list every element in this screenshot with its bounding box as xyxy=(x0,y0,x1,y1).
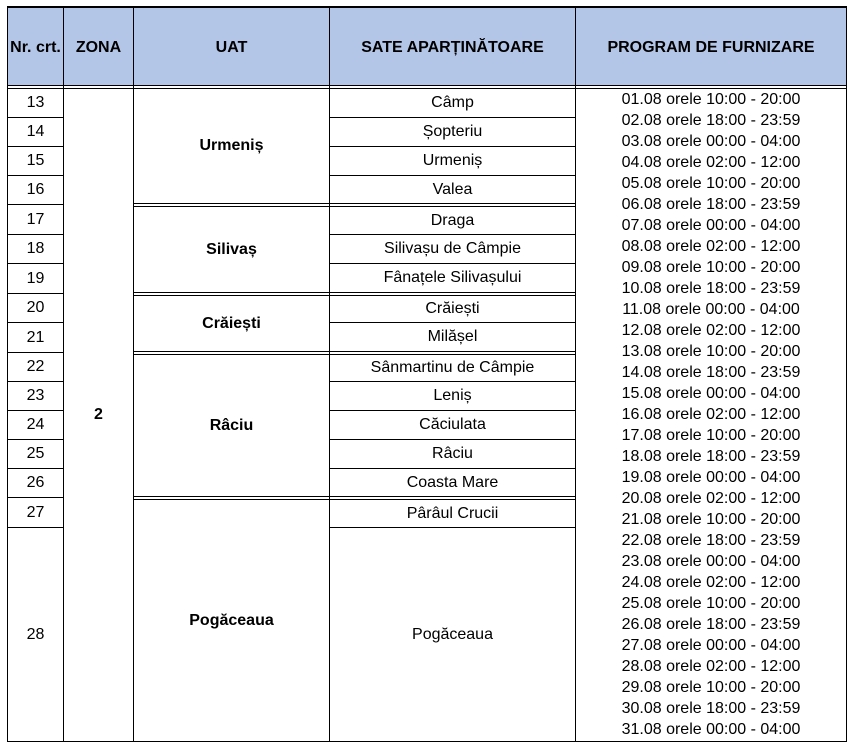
program-entry: 18.08 orele 18:00 - 23:59 xyxy=(621,448,801,465)
sat-name: Fânațele Silivașului xyxy=(383,269,522,286)
sat-name: Draga xyxy=(430,211,475,229)
sat-name: Milășel xyxy=(427,328,478,345)
row-number: 25 xyxy=(26,445,45,462)
program-entry: 24.08 orele 02:00 - 12:00 xyxy=(621,574,801,591)
row-number: 28 xyxy=(26,625,45,643)
program-entry: 21.08 orele 10:00 - 20:00 xyxy=(621,511,801,528)
program-entry: 30.08 orele 18:00 - 23:59 xyxy=(621,700,801,717)
program-entry: 23.08 orele 00:00 - 04:00 xyxy=(621,553,801,570)
sat-name: Urmeniș xyxy=(422,152,483,169)
uat-urmenis: Urmeniș xyxy=(199,137,264,154)
program-entry: 09.08 orele 10:00 - 20:00 xyxy=(621,259,801,276)
sat-name: Valea xyxy=(432,180,473,198)
program-entry: 22.08 orele 18:00 - 23:59 xyxy=(621,532,801,549)
program-entry: 06.08 orele 18:00 - 23:59 xyxy=(621,196,801,213)
header-sate-apartinatoare: SATE APARȚINĂTOARE xyxy=(330,8,575,86)
row-number: 18 xyxy=(26,240,45,257)
program-entry: 17.08 orele 10:00 - 20:00 xyxy=(621,427,801,444)
uat-craiesti: Crăiești xyxy=(202,314,261,332)
program-entry: 26.08 orele 18:00 - 23:59 xyxy=(621,616,801,633)
row-number: 26 xyxy=(26,474,45,491)
sat-name: Câmp xyxy=(431,94,474,111)
program-entry: 14.08 orele 18:00 - 23:59 xyxy=(621,364,801,381)
program-entry: 10.08 orele 18:00 - 23:59 xyxy=(621,280,801,297)
program-entry: 02.08 orele 18:00 - 23:59 xyxy=(621,112,801,129)
program-entry: 04.08 orele 02:00 - 12:00 xyxy=(621,154,801,171)
uat-pogaceaua: Pogăceaua xyxy=(189,611,274,629)
program-entry: 31.08 orele 00:00 - 04:00 xyxy=(621,721,801,738)
row-number: 20 xyxy=(26,299,45,316)
program-entry: 07.08 orele 00:00 - 04:00 xyxy=(621,217,801,234)
sat-name: Leniș xyxy=(433,387,472,404)
program-entry: 16.08 orele 02:00 - 12:00 xyxy=(621,406,801,423)
header-nr-crt: Nr. crt. xyxy=(8,8,63,86)
program-entry: 15.08 orele 00:00 - 04:00 xyxy=(621,385,801,402)
program-entry: 12.08 orele 02:00 - 12:00 xyxy=(621,322,801,339)
header-zona: ZONA xyxy=(64,8,133,86)
program-entry: 13.08 orele 10:00 - 20:00 xyxy=(621,343,801,360)
program-entry: 19.08 orele 00:00 - 04:00 xyxy=(621,469,801,486)
sat-name: Pârâul Crucii xyxy=(406,504,499,522)
zona-value: 2 xyxy=(94,406,103,423)
program-entry: 11.08 orele 00:00 - 04:00 xyxy=(622,301,800,318)
uat-silivas: Silivaș xyxy=(206,240,257,258)
program-entry: 20.08 orele 02:00 - 12:00 xyxy=(621,490,801,507)
program-entry: 27.08 orele 00:00 - 04:00 xyxy=(621,637,801,654)
program-entry: 28.08 orele 02:00 - 12:00 xyxy=(621,658,801,675)
row-number: 22 xyxy=(26,358,45,375)
sat-name: Sânmartinu de Câmpie xyxy=(370,359,535,376)
grid-line xyxy=(133,496,576,497)
program-entry: 05.08 orele 10:00 - 20:00 xyxy=(621,175,801,192)
sat-name: Pogăceaua xyxy=(412,625,493,643)
row-number: 15 xyxy=(26,152,45,169)
grid-line xyxy=(133,203,576,204)
row-number: 13 xyxy=(26,94,45,111)
sat-name: Crăiești xyxy=(425,300,480,317)
row-number: 16 xyxy=(26,181,45,198)
grid-line xyxy=(846,6,847,742)
row-number: 27 xyxy=(26,503,45,521)
row-number: 23 xyxy=(26,387,45,404)
sat-name: Coasta Mare xyxy=(406,473,499,491)
header-uat: UAT xyxy=(134,8,329,86)
sat-name: Râciu xyxy=(432,445,473,462)
grid-line xyxy=(133,351,576,352)
program-entry: 01.08 orele 10:00 - 20:00 xyxy=(621,91,801,108)
row-number: 14 xyxy=(26,123,45,140)
row-number: 17 xyxy=(26,210,45,228)
row-number: 21 xyxy=(26,328,45,346)
row-number: 24 xyxy=(26,416,45,433)
program-entry: 03.08 orele 00:00 - 04:00 xyxy=(621,133,801,150)
program-entry: 29.08 orele 10:00 - 20:00 xyxy=(621,679,801,696)
sat-name: Silivașu de Câmpie xyxy=(384,240,521,257)
sat-name: Șopteriu xyxy=(422,123,483,140)
sat-name: Căciulata xyxy=(419,416,486,433)
row-number: 19 xyxy=(26,269,45,287)
program-entry: 08.08 orele 02:00 - 12:00 xyxy=(621,238,801,255)
grid-line xyxy=(133,292,576,293)
program-entry: 25.08 orele 10:00 - 20:00 xyxy=(621,595,801,612)
uat-raciu: Râciu xyxy=(209,416,254,434)
header-program-furnizare: PROGRAM DE FURNIZARE xyxy=(576,8,846,86)
